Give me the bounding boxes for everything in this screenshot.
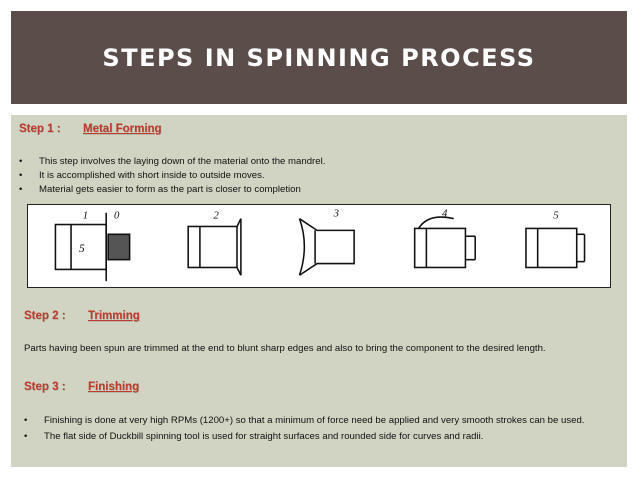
step3-heading — [24, 381, 139, 393]
list-item: • It is accomplished with short inside to outside moves. — [19, 169, 619, 183]
stage-label: 0 — [113, 209, 120, 222]
stage-5-drawing — [526, 228, 585, 267]
spinning-stages-figure — [27, 204, 611, 288]
stage-4-drawing — [415, 217, 476, 267]
stage-2-drawing — [188, 219, 241, 276]
stage-label: 3 — [333, 207, 340, 220]
step2-text: Parts having been spun are trimmed at the end to blunt sharp edges and also to bring the component to the desired length. — [24, 343, 546, 354]
step2-name: Trimming — [88, 310, 140, 322]
step2-number: Step 2 : — [24, 310, 66, 322]
list-item: • Material gets easier to form as the part is closer to completion — [19, 183, 619, 197]
stage-label: 5 — [553, 209, 559, 222]
step3-bullets — [24, 414, 606, 444]
step3-number: Step 3 : — [24, 381, 66, 393]
list-item: • The flat side of Duckbill spinning tool is used for straight surfaces and rounded side for curves and radii. — [24, 430, 606, 444]
title-bar — [11, 11, 627, 104]
stage-label: 1 — [82, 209, 89, 222]
stage-label: 2 — [213, 209, 219, 222]
list-item: • Finishing is done at very high RPMs (1200+) so that a minimum of force need be applied and very smooth strokes can be used. — [24, 414, 606, 428]
step1-number: Step 1 : — [19, 123, 61, 135]
stage-label: 4 — [441, 207, 448, 220]
step1-name: Metal Forming — [83, 123, 162, 135]
step2-heading — [24, 310, 140, 322]
stage-label: 5 — [78, 241, 85, 255]
stage-3-drawing — [299, 219, 354, 276]
stage-1-drawing — [55, 213, 129, 281]
slide-title: STEPS IN SPINNING PROCESS — [102, 43, 536, 72]
step3-name: Finishing — [88, 381, 140, 393]
step1-heading — [19, 123, 162, 135]
step1-bullets — [19, 155, 619, 197]
list-item: • This step involves the laying down of the material onto the mandrel. — [19, 155, 619, 169]
